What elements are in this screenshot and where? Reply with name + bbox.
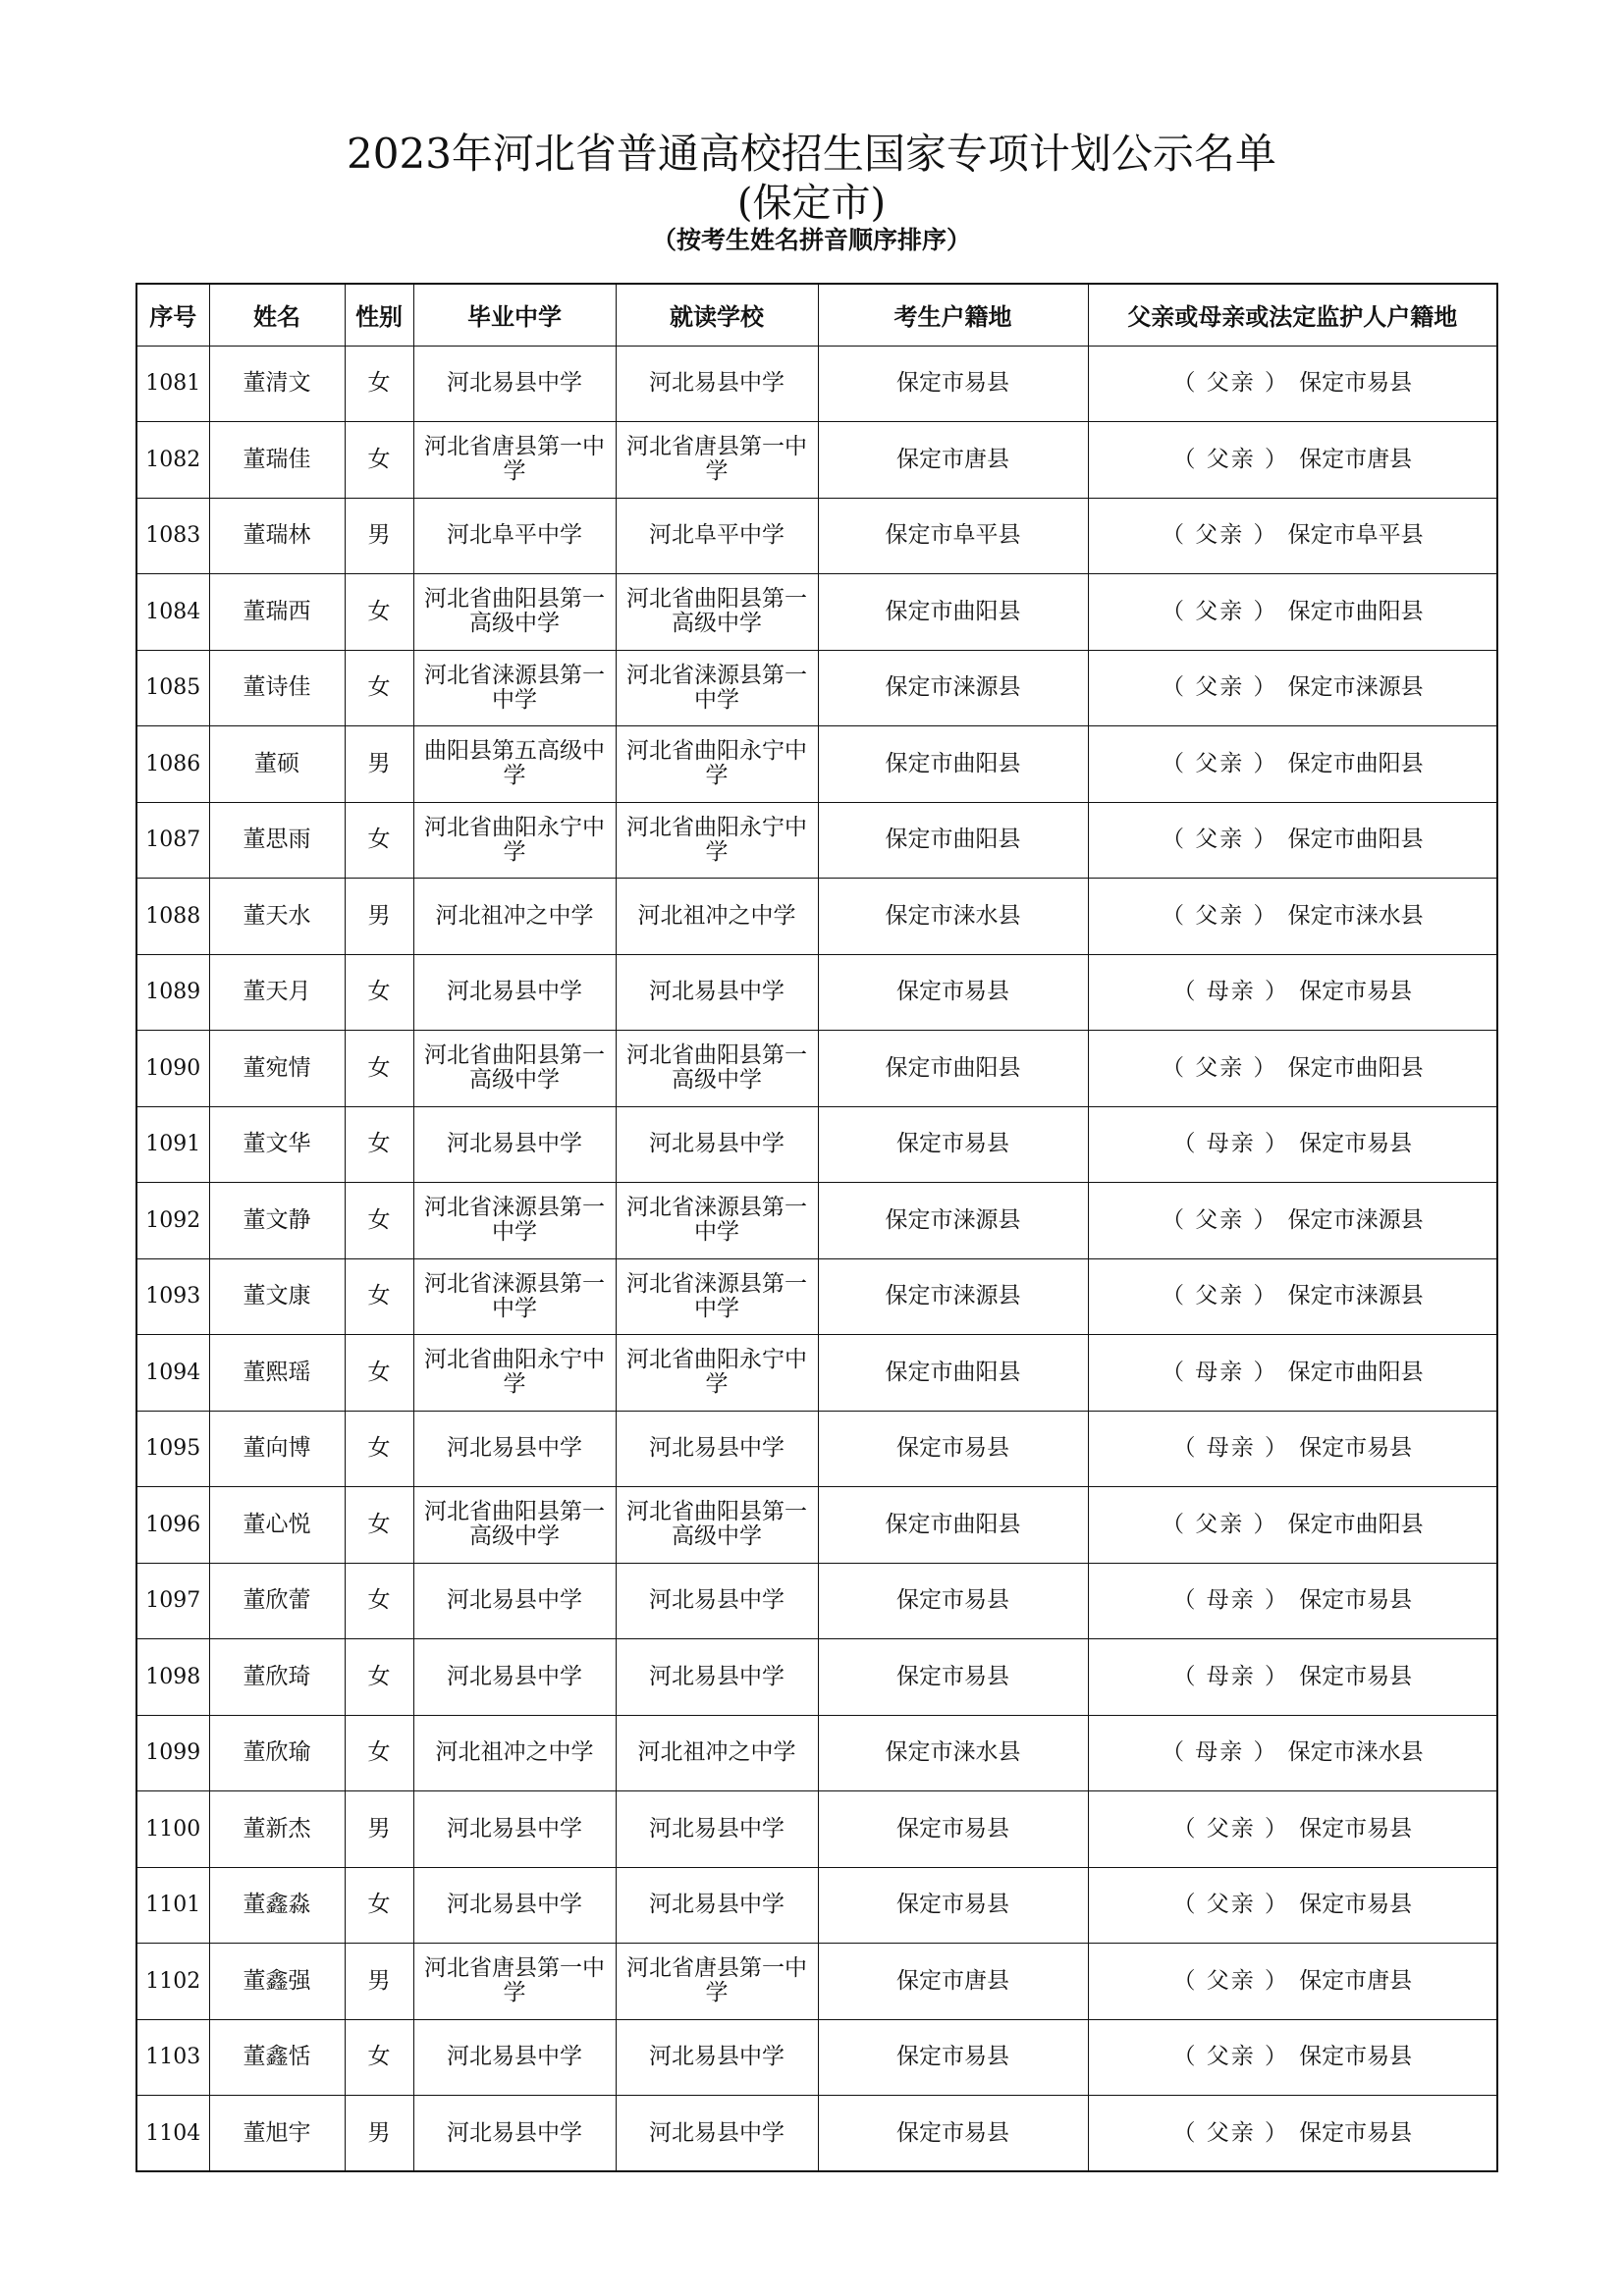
cell-gender: 女 [345, 954, 413, 1031]
roster-table [135, 283, 1498, 2172]
cell-grad-school: 河北省曲阳县第一高级中学 [413, 1487, 616, 1564]
cell-grad-school: 河北省曲阳县第一高级中学 [413, 1031, 616, 1107]
header-name: 姓名 [209, 284, 345, 346]
cell-gender: 女 [345, 1258, 413, 1335]
cell-grad-school: 河北祖冲之中学 [413, 879, 616, 955]
cell-no: 1095 [136, 1411, 209, 1487]
cell-grad-school: 河北阜平中学 [413, 498, 616, 574]
cell-guardian-hukou [1088, 1639, 1497, 1716]
cell-guardian-hukou [1088, 1944, 1497, 2020]
guardian-relation: （ 父亲 ） [1172, 1892, 1290, 1918]
cell-gender: 男 [345, 879, 413, 955]
cell-no: 1093 [136, 1258, 209, 1335]
cell-no: 1083 [136, 498, 209, 574]
guardian-place: 保定市易县 [1299, 370, 1413, 397]
cell-name: 董清文 [209, 346, 345, 422]
cell-name: 董欣蕾 [209, 1563, 345, 1639]
table-body [136, 346, 1497, 2171]
table-row [136, 879, 1497, 955]
cell-gender: 男 [345, 2096, 413, 2172]
cell-grad-school: 河北省唐县第一中学 [413, 422, 616, 499]
cell-name: 董欣琦 [209, 1639, 345, 1716]
cell-name: 董鑫恬 [209, 2019, 345, 2096]
cell-name: 董文华 [209, 1106, 345, 1183]
guardian-relation: （ 母亲 ） [1172, 1131, 1290, 1157]
guardian-place: 保定市唐县 [1299, 446, 1413, 472]
cell-hukou: 保定市涞水县 [818, 1715, 1088, 1791]
cell-grad-school: 河北省涞源县第一中学 [413, 1258, 616, 1335]
cell-current-school: 河北易县中学 [616, 1639, 818, 1716]
cell-guardian-hukou [1088, 422, 1497, 499]
cell-gender: 女 [345, 1715, 413, 1791]
cell-hukou: 保定市易县 [818, 1791, 1088, 1868]
table-row [136, 1944, 1497, 2020]
table-row [136, 650, 1497, 726]
cell-grad-school: 河北省涞源县第一中学 [413, 650, 616, 726]
cell-no: 1084 [136, 574, 209, 651]
cell-name: 董鑫淼 [209, 1867, 345, 1944]
table-row [136, 574, 1497, 651]
cell-gender: 女 [345, 1335, 413, 1412]
guardian-place: 保定市涞源县 [1287, 674, 1424, 701]
header-hukou: 考生户籍地 [818, 284, 1088, 346]
cell-current-school: 河北祖冲之中学 [616, 1715, 818, 1791]
cell-hukou: 保定市易县 [818, 1563, 1088, 1639]
cell-name: 董文康 [209, 1258, 345, 1335]
cell-grad-school: 曲阳县第五高级中学 [413, 726, 616, 803]
cell-current-school: 河北省曲阳县第一高级中学 [616, 574, 818, 651]
cell-gender: 女 [345, 422, 413, 499]
cell-hukou: 保定市曲阳县 [818, 802, 1088, 879]
page-subtitle: (保定市) [736, 181, 887, 226]
table-row [136, 422, 1497, 499]
cell-guardian-hukou [1088, 802, 1497, 879]
sort-note: （按考生姓名拼音顺序排序） [651, 226, 971, 254]
table-row [136, 1258, 1497, 1335]
cell-guardian-hukou [1088, 1258, 1497, 1335]
cell-name: 董瑞林 [209, 498, 345, 574]
table-row [136, 1791, 1497, 1868]
cell-gender: 女 [345, 802, 413, 879]
cell-hukou: 保定市易县 [818, 2096, 1088, 2172]
cell-name: 董文静 [209, 1183, 345, 1259]
cell-name: 董旭宇 [209, 2096, 345, 2172]
cell-guardian-hukou [1088, 1563, 1497, 1639]
cell-no: 1098 [136, 1639, 209, 1716]
cell-name: 董心悦 [209, 1487, 345, 1564]
cell-gender: 女 [345, 1867, 413, 1944]
cell-hukou: 保定市涞源县 [818, 1258, 1088, 1335]
guardian-place: 保定市涞源县 [1287, 1206, 1424, 1233]
guardian-relation: （ 父亲 ） [1161, 902, 1278, 929]
cell-guardian-hukou [1088, 1791, 1497, 1868]
guardian-place: 保定市曲阳县 [1287, 1359, 1424, 1385]
cell-current-school: 河北省唐县第一中学 [616, 1944, 818, 2020]
guardian-place: 保定市易县 [1299, 1815, 1413, 1842]
header-no: 序号 [136, 284, 209, 346]
cell-gender: 女 [345, 1106, 413, 1183]
cell-guardian-hukou [1088, 1411, 1497, 1487]
cell-guardian-hukou [1088, 1867, 1497, 1944]
cell-grad-school: 河北易县中学 [413, 2096, 616, 2172]
table-header [136, 284, 1497, 346]
table-row [136, 1639, 1497, 1716]
cell-current-school: 河北省曲阳县第一高级中学 [616, 1031, 818, 1107]
cell-grad-school: 河北易县中学 [413, 954, 616, 1031]
table-row [136, 1867, 1497, 1944]
table-row [136, 954, 1497, 1031]
cell-guardian-hukou [1088, 650, 1497, 726]
cell-guardian-hukou [1088, 346, 1497, 422]
cell-gender: 男 [345, 1944, 413, 2020]
cell-grad-school: 河北易县中学 [413, 1563, 616, 1639]
guardian-place: 保定市阜平县 [1287, 522, 1424, 549]
cell-no: 1086 [136, 726, 209, 803]
guardian-relation: （ 父亲 ） [1161, 827, 1278, 853]
cell-hukou: 保定市曲阳县 [818, 574, 1088, 651]
cell-no: 1081 [136, 346, 209, 422]
header-current-school: 就读学校 [616, 284, 818, 346]
cell-gender: 女 [345, 1639, 413, 1716]
cell-no: 1085 [136, 650, 209, 726]
guardian-relation: （ 父亲 ） [1172, 1967, 1290, 1994]
header-guardian-hukou: 父亲或母亲或法定监护人户籍地 [1088, 284, 1497, 346]
guardian-relation: （ 父亲 ） [1172, 446, 1290, 472]
guardian-place: 保定市曲阳县 [1287, 750, 1424, 776]
cell-name: 董瑞佳 [209, 422, 345, 499]
guardian-relation: （ 父亲 ） [1161, 598, 1278, 624]
cell-no: 1090 [136, 1031, 209, 1107]
guardian-relation: （ 父亲 ） [1161, 1206, 1278, 1233]
cell-current-school: 河北易县中学 [616, 2096, 818, 2172]
cell-grad-school: 河北易县中学 [413, 1639, 616, 1716]
cell-current-school: 河北省唐县第一中学 [616, 422, 818, 499]
cell-gender: 女 [345, 650, 413, 726]
cell-name: 董诗佳 [209, 650, 345, 726]
table-row [136, 1715, 1497, 1791]
cell-name: 董新杰 [209, 1791, 345, 1868]
cell-no: 1088 [136, 879, 209, 955]
guardian-place: 保定市易县 [1299, 1892, 1413, 1918]
cell-gender: 女 [345, 1183, 413, 1259]
cell-grad-school: 河北祖冲之中学 [413, 1715, 616, 1791]
cell-current-school: 河北省涞源县第一中学 [616, 650, 818, 726]
table-row [136, 1411, 1497, 1487]
cell-grad-school: 河北省曲阳永宁中学 [413, 802, 616, 879]
cell-current-school: 河北省曲阳永宁中学 [616, 802, 818, 879]
cell-gender: 女 [345, 1487, 413, 1564]
header-row [136, 284, 1497, 346]
cell-name: 董硕 [209, 726, 345, 803]
guardian-place: 保定市涞水县 [1287, 902, 1424, 929]
cell-no: 1094 [136, 1335, 209, 1412]
header-gender: 性别 [345, 284, 413, 346]
cell-no: 1103 [136, 2019, 209, 2096]
guardian-relation: （ 母亲 ） [1161, 1359, 1278, 1385]
cell-grad-school: 河北省曲阳永宁中学 [413, 1335, 616, 1412]
cell-no: 1104 [136, 2096, 209, 2172]
guardian-place: 保定市曲阳县 [1287, 1511, 1424, 1537]
guardian-relation: （ 父亲 ） [1161, 1054, 1278, 1081]
guardian-relation: （ 父亲 ） [1161, 750, 1278, 776]
guardian-relation: （ 母亲 ） [1172, 1663, 1290, 1689]
cell-current-school: 河北易县中学 [616, 1411, 818, 1487]
cell-hukou: 保定市易县 [818, 2019, 1088, 2096]
cell-current-school: 河北省曲阳永宁中学 [616, 726, 818, 803]
guardian-relation: （ 父亲 ） [1172, 2044, 1290, 2070]
cell-hukou: 保定市唐县 [818, 1944, 1088, 2020]
cell-hukou: 保定市涞源县 [818, 650, 1088, 726]
cell-guardian-hukou [1088, 2096, 1497, 2172]
cell-current-school: 河北易县中学 [616, 1791, 818, 1868]
cell-hukou: 保定市曲阳县 [818, 726, 1088, 803]
cell-gender: 女 [345, 1563, 413, 1639]
cell-guardian-hukou [1088, 726, 1497, 803]
table-row [136, 2019, 1497, 2096]
cell-guardian-hukou [1088, 1335, 1497, 1412]
guardian-place: 保定市易县 [1299, 979, 1413, 1005]
cell-guardian-hukou [1088, 1183, 1497, 1259]
table-row [136, 1106, 1497, 1183]
cell-gender: 男 [345, 498, 413, 574]
cell-no: 1101 [136, 1867, 209, 1944]
cell-current-school: 河北易县中学 [616, 2019, 818, 2096]
cell-guardian-hukou [1088, 1487, 1497, 1564]
cell-name: 董熙瑶 [209, 1335, 345, 1412]
cell-hukou: 保定市易县 [818, 1639, 1088, 1716]
guardian-place: 保定市曲阳县 [1287, 1054, 1424, 1081]
cell-name: 董鑫强 [209, 1944, 345, 2020]
table-row [136, 2096, 1497, 2172]
cell-hukou: 保定市易县 [818, 1411, 1088, 1487]
cell-guardian-hukou [1088, 879, 1497, 955]
cell-hukou: 保定市阜平县 [818, 498, 1088, 574]
guardian-relation: （ 母亲 ） [1161, 1739, 1278, 1766]
cell-no: 1087 [136, 802, 209, 879]
guardian-place: 保定市易县 [1299, 2044, 1413, 2070]
cell-guardian-hukou [1088, 498, 1497, 574]
guardian-place: 保定市涞水县 [1287, 1739, 1424, 1766]
table-row [136, 726, 1497, 803]
cell-name: 董瑞西 [209, 574, 345, 651]
cell-guardian-hukou [1088, 1106, 1497, 1183]
table-row [136, 346, 1497, 422]
guardian-relation: （ 父亲 ） [1161, 1283, 1278, 1309]
cell-current-school: 河北易县中学 [616, 1867, 818, 1944]
table-row [136, 802, 1497, 879]
cell-guardian-hukou [1088, 2019, 1497, 2096]
cell-current-school: 河北省涞源县第一中学 [616, 1183, 818, 1259]
guardian-place: 保定市曲阳县 [1287, 827, 1424, 853]
cell-guardian-hukou [1088, 1031, 1497, 1107]
cell-no: 1089 [136, 954, 209, 1031]
cell-gender: 女 [345, 1411, 413, 1487]
guardian-place: 保定市唐县 [1299, 1967, 1413, 1994]
cell-no: 1091 [136, 1106, 209, 1183]
cell-current-school: 河北省曲阳永宁中学 [616, 1335, 818, 1412]
cell-no: 1097 [136, 1563, 209, 1639]
cell-hukou: 保定市唐县 [818, 422, 1088, 499]
cell-grad-school: 河北易县中学 [413, 1106, 616, 1183]
cell-current-school: 河北祖冲之中学 [616, 879, 818, 955]
cell-gender: 男 [345, 726, 413, 803]
guardian-place: 保定市易县 [1299, 1435, 1413, 1462]
guardian-place: 保定市易县 [1299, 2119, 1413, 2146]
cell-grad-school: 河北省唐县第一中学 [413, 1944, 616, 2020]
cell-current-school: 河北省涞源县第一中学 [616, 1258, 818, 1335]
cell-grad-school: 河北易县中学 [413, 1411, 616, 1487]
table-row [136, 1487, 1497, 1564]
guardian-relation: （ 父亲 ） [1161, 522, 1278, 549]
cell-no: 1082 [136, 422, 209, 499]
guardian-place: 保定市易县 [1299, 1663, 1413, 1689]
guardian-place: 保定市涞源县 [1287, 1283, 1424, 1309]
cell-current-school: 河北易县中学 [616, 1563, 818, 1639]
cell-no: 1100 [136, 1791, 209, 1868]
cell-current-school: 河北易县中学 [616, 346, 818, 422]
cell-guardian-hukou [1088, 954, 1497, 1031]
table-row [136, 498, 1497, 574]
cell-grad-school: 河北易县中学 [413, 1791, 616, 1868]
cell-name: 董欣瑜 [209, 1715, 345, 1791]
cell-hukou: 保定市易县 [818, 346, 1088, 422]
cell-name: 董思雨 [209, 802, 345, 879]
cell-name: 董宛情 [209, 1031, 345, 1107]
page-title: 2023年河北省普通高校招生国家专项计划公示名单 [347, 130, 1276, 178]
guardian-relation: （ 父亲 ） [1161, 1511, 1278, 1537]
cell-gender: 女 [345, 2019, 413, 2096]
cell-hukou: 保定市曲阳县 [818, 1031, 1088, 1107]
cell-no: 1096 [136, 1487, 209, 1564]
guardian-relation: （ 父亲 ） [1172, 2119, 1290, 2146]
header-grad-school: 毕业中学 [413, 284, 616, 346]
cell-gender: 女 [345, 1031, 413, 1107]
cell-hukou: 保定市易县 [818, 954, 1088, 1031]
guardian-relation: （ 父亲 ） [1172, 370, 1290, 397]
cell-no: 1092 [136, 1183, 209, 1259]
guardian-relation: （ 母亲 ） [1172, 1435, 1290, 1462]
guardian-place: 保定市易县 [1299, 1131, 1413, 1157]
table-row [136, 1183, 1497, 1259]
table-row [136, 1563, 1497, 1639]
cell-gender: 女 [345, 574, 413, 651]
cell-hukou: 保定市曲阳县 [818, 1335, 1088, 1412]
cell-grad-school: 河北省曲阳县第一高级中学 [413, 574, 616, 651]
cell-gender: 女 [345, 346, 413, 422]
cell-gender: 男 [345, 1791, 413, 1868]
table-row [136, 1031, 1497, 1107]
cell-grad-school: 河北易县中学 [413, 346, 616, 422]
guardian-relation: （ 母亲 ） [1172, 1587, 1290, 1614]
cell-grad-school: 河北易县中学 [413, 1867, 616, 1944]
cell-hukou: 保定市曲阳县 [818, 1487, 1088, 1564]
cell-guardian-hukou [1088, 574, 1497, 651]
cell-no: 1102 [136, 1944, 209, 2020]
table-row [136, 1335, 1497, 1412]
cell-no: 1099 [136, 1715, 209, 1791]
cell-hukou: 保定市易县 [818, 1867, 1088, 1944]
cell-guardian-hukou [1088, 1715, 1497, 1791]
cell-current-school: 河北易县中学 [616, 1106, 818, 1183]
guardian-relation: （ 父亲 ） [1172, 1815, 1290, 1842]
guardian-place: 保定市曲阳县 [1287, 598, 1424, 624]
cell-current-school: 河北省曲阳县第一高级中学 [616, 1487, 818, 1564]
guardian-relation: （ 母亲 ） [1172, 979, 1290, 1005]
cell-hukou: 保定市易县 [818, 1106, 1088, 1183]
guardian-relation: （ 父亲 ） [1161, 674, 1278, 701]
cell-name: 董天水 [209, 879, 345, 955]
guardian-place: 保定市易县 [1299, 1587, 1413, 1614]
cell-current-school: 河北易县中学 [616, 954, 818, 1031]
cell-grad-school: 河北易县中学 [413, 2019, 616, 2096]
cell-name: 董向博 [209, 1411, 345, 1487]
cell-name: 董天月 [209, 954, 345, 1031]
cell-current-school: 河北阜平中学 [616, 498, 818, 574]
cell-hukou: 保定市涞源县 [818, 1183, 1088, 1259]
cell-hukou: 保定市涞水县 [818, 879, 1088, 955]
cell-grad-school: 河北省涞源县第一中学 [413, 1183, 616, 1259]
